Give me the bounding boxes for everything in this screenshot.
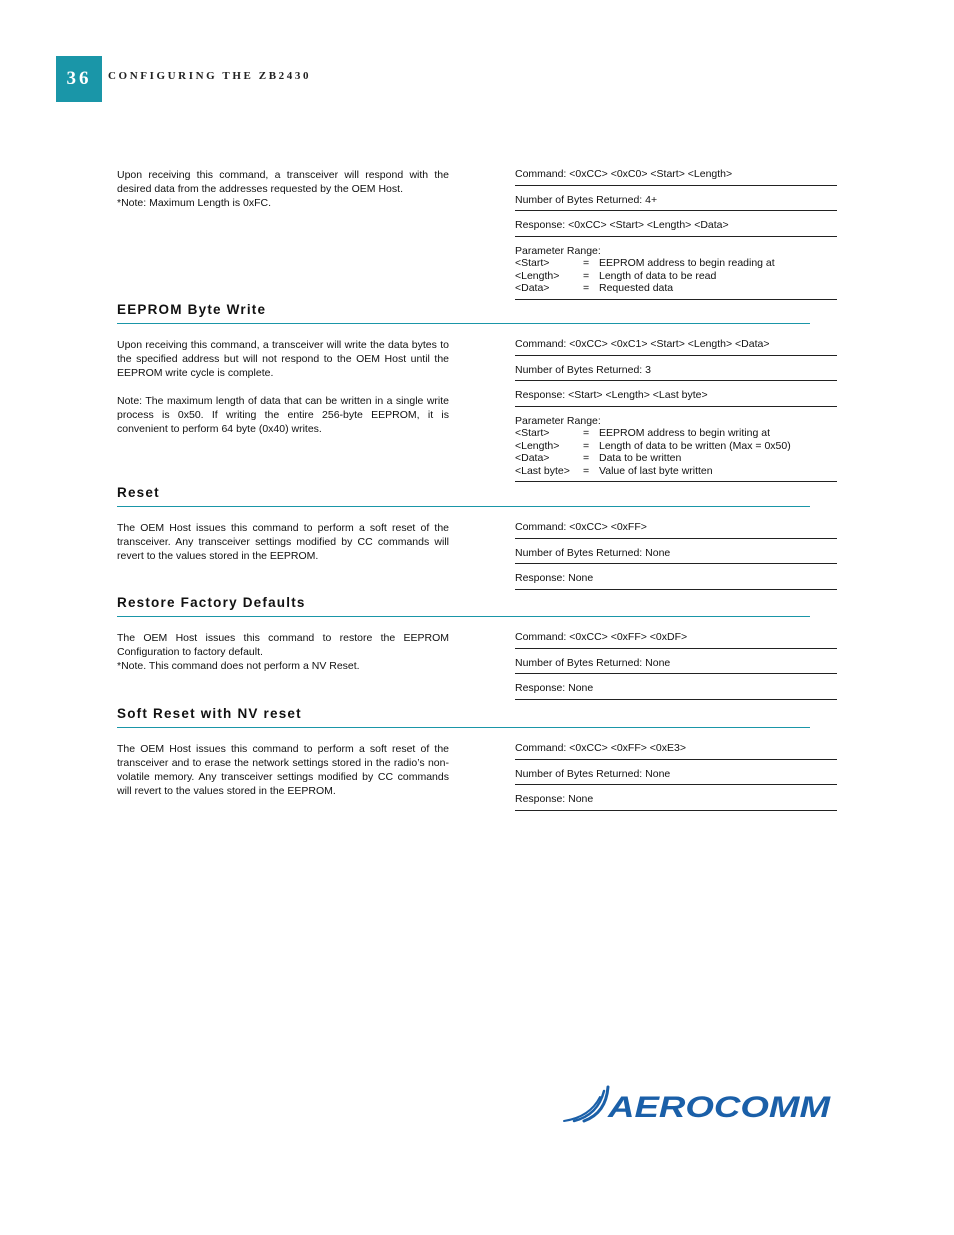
parameter-range-row xyxy=(515,411,837,483)
parameter-range-title: Parameter Range: xyxy=(515,244,601,257)
note-text: The maximum length of data that can be written in a single write process is 0x50. If writing the entire 256-byte EEPROM, it is convenient to perform 64 byte (0x40) writes. xyxy=(117,395,449,435)
parameter-item: <Start> = EEPROM address to begin writing at xyxy=(515,427,770,439)
section-1-description xyxy=(117,338,449,436)
bytes-returned-row: Number of Bytes Returned: None xyxy=(515,653,837,675)
section-4-command-table xyxy=(515,738,837,811)
response-row: Response: None xyxy=(515,789,837,811)
page-number-box xyxy=(56,56,102,102)
section-heading-reset: Reset xyxy=(117,485,810,507)
parameter-range-row xyxy=(515,241,837,300)
parameter-item: <Data> = Data to be written xyxy=(515,452,682,464)
command-row: Command: <0xCC> <0xC1> <Start> <Length> <Data> xyxy=(515,334,837,356)
section-3-note: *Note. This command does not perform a NV Reset. xyxy=(117,660,360,672)
section-0-description xyxy=(117,168,449,210)
response-row: Response: None xyxy=(515,568,837,590)
section-4-description xyxy=(117,742,449,798)
bytes-returned-row: Number of Bytes Returned: None xyxy=(515,764,837,786)
section-1-paragraph: Upon receiving this command, a transceiver will write the data bytes to the specified address but will not respond to the OEM Host until the EEPROM write cycle is complete. xyxy=(117,339,449,379)
command-row: Command: <0xCC> <0xC0> <Start> <Length> xyxy=(515,164,837,186)
logo-wordmark: AEROCOMM xyxy=(606,1091,832,1124)
section-2-description xyxy=(117,521,449,563)
command-row: Command: <0xCC> <0xFF> <0xE3> xyxy=(515,738,837,760)
command-row: Command: <0xCC> <0xFF> xyxy=(515,517,837,539)
page-number: 36 xyxy=(66,68,92,89)
section-0-note: *Note: Maximum Length is 0xFC. xyxy=(117,197,272,209)
response-row: Response: None xyxy=(515,678,837,700)
bytes-returned-row: Number of Bytes Returned: 4+ xyxy=(515,190,837,212)
parameter-item: <Length> = Length of data to be read xyxy=(515,269,717,282)
parameter-range-title: Parameter Range: xyxy=(515,414,601,427)
parameter-item: <Length> = Length of data to be written (Max = 0x50) xyxy=(515,439,791,452)
running-title: CONFIGURING THE ZB2430 xyxy=(108,70,312,82)
section-3-description xyxy=(117,631,449,673)
section-3-paragraph: The OEM Host issues this command to restore the EEPROM Configuration to factory default. xyxy=(117,632,449,658)
section-heading-eeprom-byte-write: EEPROM Byte Write xyxy=(117,302,810,324)
parameter-item: <Data> = Requested data xyxy=(515,282,674,294)
section-1-command-table xyxy=(515,334,837,482)
section-heading-restore-factory-defaults: Restore Factory Defaults xyxy=(117,595,810,617)
section-0-paragraph: Upon receiving this command, a transceiver will respond with the desired data from the addresses requested by the OEM Host. xyxy=(117,169,449,195)
aerocomm-logo xyxy=(560,1083,835,1127)
bytes-returned-row: Number of Bytes Returned: None xyxy=(515,543,837,565)
section-2-command-table xyxy=(515,517,837,590)
note-label: Note: xyxy=(117,395,143,407)
section-3-command-table xyxy=(515,627,837,700)
parameter-item: <Last byte> = Value of last byte written xyxy=(515,464,713,477)
command-row: Command: <0xCC> <0xFF> <0xDF> xyxy=(515,627,837,649)
section-4-paragraph: The OEM Host issues this command to perform a soft reset of the transceiver and to erase the network settings stored in the radio’s non-volatile memory. Any transceiver settings modified by CC commands will revert to the values stored in the EEPROM. xyxy=(117,743,449,797)
parameter-item: <Start> = EEPROM address to begin reading at xyxy=(515,257,775,269)
response-row: Response: <0xCC> <Start> <Length> <Data> xyxy=(515,215,837,237)
section-1-note xyxy=(117,394,449,436)
section-2-paragraph: The OEM Host issues this command to perform a soft reset of the transceiver. Any transceiver settings modified by CC commands will revert to the values stored in the EEPROM. xyxy=(117,522,449,562)
response-row: Response: <Start> <Length> <Last byte> xyxy=(515,385,837,407)
section-0-command-table xyxy=(515,164,837,300)
section-heading-soft-reset-nv: Soft Reset with NV reset xyxy=(117,706,810,728)
bytes-returned-row: Number of Bytes Returned: 3 xyxy=(515,360,837,382)
